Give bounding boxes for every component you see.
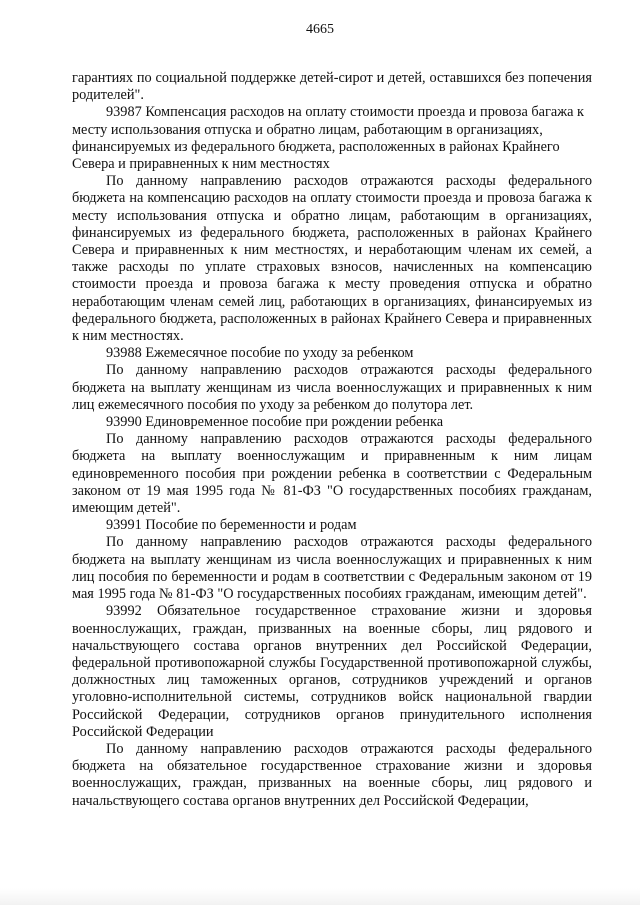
page-number: 4665 [306, 22, 334, 37]
section-heading-93987: 93987 Компенсация расходов на оплату стоимости проезда и провоза багажа к месту использования отпуска и обратно лицам, работающим в организациях, финансируемых из федерального бюджета, расположенных в районах Крайнего Севера и приравненных к ним местностях [72, 104, 584, 173]
section-heading-93990: 93990 Единовременное пособие при рождении ребенка [106, 414, 444, 431]
paragraph: По данному направлению расходов отражаются расходы федерального бюджета на компенсацию расходов на оплату стоимости проезда и провоза багажа к месту использования отпуска и обратно лицам, работающим в организациях, финансируемых из федерального бюджета, расположенных в районах Крайнего Севера и приравненных к ним местностях, и неработающим членам их семей, а также расходы по уплате страховых взносов, начисленных на компенсацию стоимости проезда и провоза багажа к месту проведения отпуска и обратно неработающим членам семей лиц, работающих в организациях, финансируемых из федерального бюджета, расположенных в районах Крайнего Севера и приравненных к ним местностях. [72, 173, 592, 345]
section-heading-93991: 93991 Пособие по беременности и родам [106, 517, 357, 534]
section-heading-93988: 93988 Ежемесячное пособие по уходу за ребенком [106, 345, 414, 362]
paragraph-continuation: гарантиях по социальной поддержке детей-сирот и детей, оставшихся без попечения родителей". [72, 70, 592, 104]
paragraph: По данному направлению расходов отражаются расходы федерального бюджета на обязательное государственное страхование жизни и здоровья военнослужащих, граждан, призванных на военные сборы, лиц рядового и начальствующего состава органов внутренних дел Российской Федерации, [72, 740, 592, 809]
paragraph: По данному направлению расходов отражаются расходы федерального бюджета на выплату женщинам из числа военнослужащих и приравненных к ним лиц ежемесячного пособия по уходу за ребенком до полутора лет. [72, 362, 592, 413]
section-heading-93992: 93992 Обязательное государственное страхование жизни и здоровья военнослужащих, граждан, призванных на военные сборы, лиц рядового и начальствующего состава органов внутренних дел Российской Федерации, федеральной противопожарной службы Государственной противопожарной службы, должностных лиц таможенных органов, сотрудников учреждений и органов уголовно-исполнительной системы, сотрудников войск национальной гвардии Российской Федерации, сотрудников органов принудительного исполнения Российской Федерации [72, 603, 592, 740]
paragraph: По данному направлению расходов отражаются расходы федерального бюджета на выплату женщинам из числа военнослужащих и приравненных к ним лиц пособия по беременности и родам в соответствии с Федеральным законом от 19 мая 1995 года № 81-ФЗ "О государственных пособиях гражданам, имеющим детей". [72, 534, 592, 603]
document-body [72, 70, 592, 810]
paragraph: По данному направлению расходов отражаются расходы федерального бюджета на выплату военнослужащим и приравненным к ним лицам единовременного пособия при рождении ребенка в соответствии с Федеральным законом от 19 мая 1995 года № 81-ФЗ "О государственных пособиях гражданам, имеющим детей". [72, 431, 592, 517]
scan-edge [0, 888, 640, 905]
